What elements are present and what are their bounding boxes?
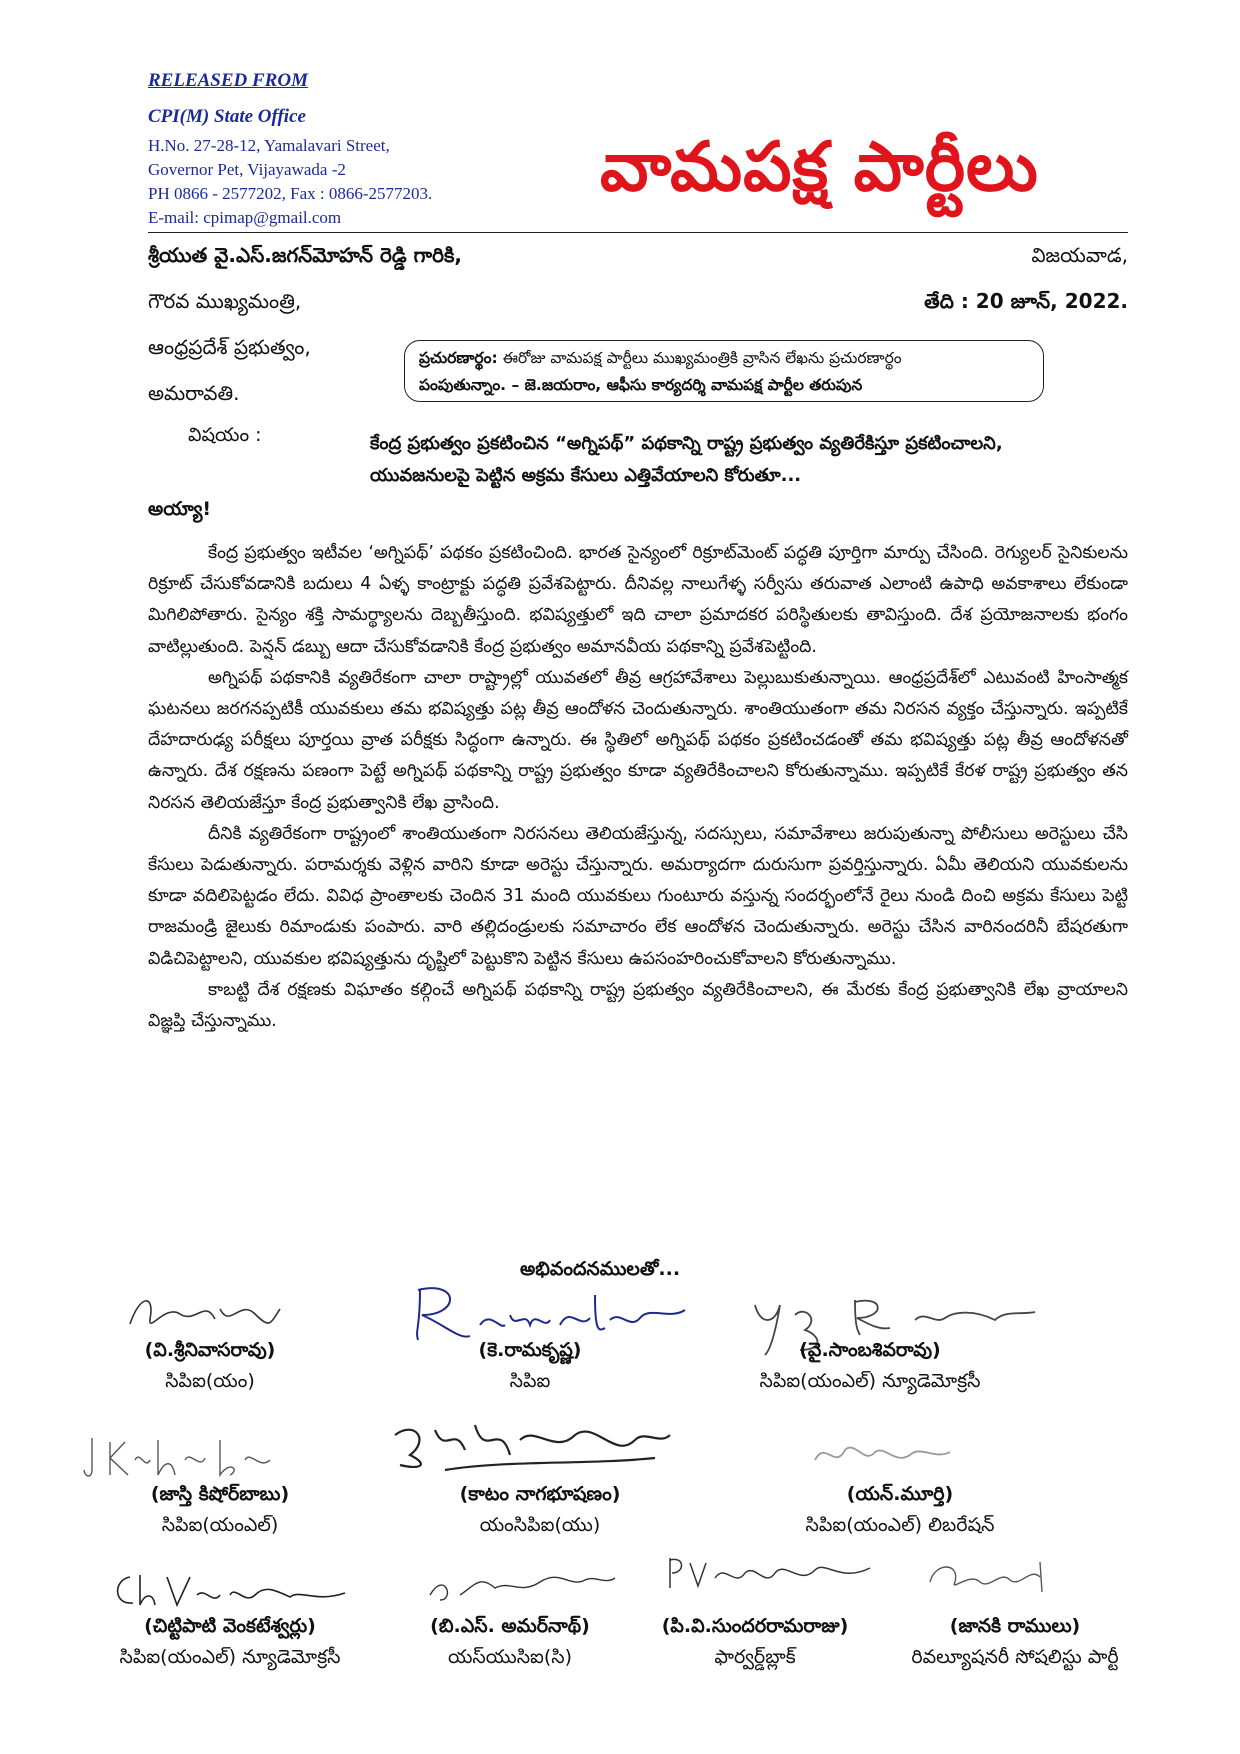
sender-block — [148, 70, 548, 230]
recipient-line: గౌరవ ముఖ్యమంత్రి, — [148, 289, 302, 313]
notice-label: ప్రచురణార్థం: — [419, 349, 498, 367]
notice-text: ఈరోజు వామపక్ష పార్టీలు ముఖ్యమంత్రికి వ్రాసిన లేఖను ప్రచురణార్థం — [502, 349, 902, 367]
signatory-party: సిపిఐ(యంఎల్) లిబరేషన్ — [805, 1514, 995, 1536]
signatory — [700, 1336, 1040, 1398]
recipient-line: అమరావతి. — [148, 381, 240, 405]
sender-address-line: H.No. 27-28-12, Yamalavari Street, — [148, 136, 390, 155]
sender-office: CPI(M) State Office — [148, 106, 306, 127]
signatory-party: సిపిఐ(యంఎల్) — [161, 1514, 279, 1536]
banner-title: వామపక్ష పార్టీలు — [600, 128, 1039, 207]
signatory-party: సిపిఐ(యంఎల్) న్యూడెమోక్రసీ — [119, 1646, 341, 1668]
paragraph: అగ్నిపథ్ పథకానికి వ్యతిరేకంగా చాలా రాష్ట్రాల్లో యువతలో తీవ్ర ఆగ్రహావేశాలు పెల్లుబుకుతున్నాయి. ఆంధ్రప్రదేశ్‌లో ఎటువంటి హింసాత్మక ఘటనలు జరగనప్పటికీ యువకులు తమ భవిష్యత్తు పట్ల తీవ్ర ఆందోళన చెందుతున్నారు. శాంతియుతంగా తమ నిరసన వ్యక్తం చేస్తున్నారు. ఇప్పటికే దేహదారుఢ్య పరీక్షలు పూర్తయి వ్రాత పరీక్షకు సిద్ధంగా ఉన్నారు. ఈ స్థితిలో అగ్నిపథ్ పథకం ప్రకటించడంతో తమ భవిష్యత్తు పట్ల తీవ్ర ఆందోళనతో ఉన్నారు. దేశ రక్షణను పణంగా పెట్టే అగ్నిపథ్ పథకాన్ని రాష్ట్ర ప్రభుత్వం కూడా వ్యతిరేకించాలని కోరుతున్నాము. ఇప్పటికే కేరళ రాష్ట్ర ప్రభుత్వం తన నిరసన తెలియజేస్తూ కేంద్ర ప్రభుత్వానికి లేఖ వ్రాసింది. — [148, 667, 1128, 813]
subject-line: యువజనులపై పెట్టిన అక్రమ కేసులు ఎత్తివేయాలని కోరుతూ... — [370, 465, 802, 486]
sender-email: E-mail: cpimap@gmail.com — [148, 208, 342, 227]
paragraph: కేంద్ర ప్రభుత్వం ఇటీవల ‘అగ్నిపథ్’ పథకం ప్రకటించింది. భారత సైన్యంలో రిక్రూట్‌మెంట్ పద్ధతి పూర్తిగా మార్పు చేసింది. రెగ్యులర్ సైనికులను రిక్రూట్ చేసుకోవడానికి బదులు 4 ఏళ్ళ కాంట్రాక్టు పద్ధతి ప్రవేశపెట్టారు. దీనివల్ల నాలుగేళ్ళ సర్వీసు తరువాత ఎలాంటి ఉపాధి అవకాశాలు లేకుండా మిగిలిపోతారు. సైన్యం శక్తి సామర్థ్యాలను దెబ్బతీస్తుంది. భవిష్యత్తులో ఇది చాలా ప్రమాదకర పరిస్థితులకు తావిస్తుంది. దేశ ప్రయోజనాలకు భంగం వాటిల్లుతుంది. పెన్షన్ డబ్బు ఆదా చేసుకోవడానికి కేంద్ర ప్రభుత్వం అమానవీయ పథకాన్ని ప్రవేశపెట్టింది. — [148, 543, 1128, 657]
signatory-name: (పి.వి.సుందరరామరాజు) — [661, 1615, 849, 1637]
signatory-party: రివల్యూషనరీ సోషలిస్టు పార్టీ — [911, 1646, 1119, 1668]
date: తేది : 20 జూన్, 2022. — [924, 289, 1128, 313]
place: విజయవాడ, — [1031, 243, 1128, 267]
salutation: అయ్యా! — [148, 498, 212, 520]
signatory-name: (వై.సాంబశివరావు) — [799, 1339, 941, 1361]
signatory-party: యస్‌యుసిఐ(సి) — [447, 1646, 573, 1668]
paragraph: దీనికి వ్యతిరేకంగా రాష్ట్రంలో శాంతియుతంగా నిరసనలు తెలియజేస్తున్న, సదస్సులు, సమావేశాలు జరుపుతున్నా పోలీసులు అరెస్టులు చేసి కేసులు పెడుతున్నారు. పరామర్శకు వెళ్లిన వారిని కూడా అరెస్టు చేస్తున్నారు. అమర్యాదగా దురుసుగా ప్రవర్తిస్తున్నారు. ఏమీ తెలియని యువకులను కూడా వదిలిపెట్టడం లేదు. వివిధ ప్రాంతాలకు చెందిన 31 మంది యువకులు గుంటూరు వస్తున్న సందర్భంలోనే రైలు నుండి దించి అక్రమ కేసులు పెట్టి రాజమండ్రి జైలుకు రిమాండుకు పంపారు. వారి తల్లిదండ్రులకు సమాచారం లేక ఆందోళన చెందుతున్నారు. అరెస్టు చేసిన వారినందరినీ బేషరతుగా విడిచిపెట్టాలని, యువకుల భవిష్యత్తును దృష్టిలో పెట్టుకొని పెట్టిన కేసులు ఉపసంహరించుకోవాలని కోరుతున్నాము. — [148, 823, 1128, 969]
signature-scribble — [120, 1284, 290, 1344]
place-date — [820, 232, 1128, 324]
signatory — [100, 1336, 320, 1398]
subject — [370, 428, 1150, 492]
subject-label: విషయం : — [188, 424, 262, 446]
signatory-name: (కె.రామకృష్ణ) — [478, 1339, 582, 1361]
sender-address-line: PH 0866 - 2577202, Fax : 0866-2577203. — [148, 184, 433, 203]
signature-scribble — [920, 1552, 1070, 1597]
signatory-name: (కాటం నాగభూషణం) — [459, 1483, 621, 1505]
publication-notice — [404, 340, 1044, 402]
notice-text-2: పంపుతున్నాం. – జె.జయరాం, ఆఫీసు కార్యదర్శి వామపక్ష పార్టీల తరుపున — [419, 376, 863, 394]
signatory — [410, 1336, 650, 1398]
paragraph: కాబట్టి దేశ రక్షణకు విఘాతం కల్గించే అగ్నిపథ్ పథకాన్ని రాష్ట్ర ప్రభుత్వం వ్యతిరేకించాలని, ఈ మేరకు కేంద్ర ప్రభుత్వానికి లేఖ వ్రాయాలని విజ్ఞప్తి చేస్తున్నాము. — [148, 979, 1128, 1032]
signatory-party: సిపిఐ — [509, 1370, 551, 1392]
signatory-party: సిపిఐ(యం) — [165, 1370, 255, 1392]
signature-scribble — [420, 1560, 620, 1605]
signatory-party: ఫార్వర్డ్‌బ్లాక్ — [714, 1646, 796, 1668]
signatory — [80, 1612, 380, 1674]
subject-line: కేంద్ర ప్రభుత్వం ప్రకటించిన “అగ్నిపథ్” పథకాన్ని రాష్ట్ర ప్రభుత్వం వ్యతిరేకిస్తూ ప్రకటించాలని, — [370, 433, 1003, 454]
signatory — [870, 1612, 1160, 1674]
released-from: RELEASED FROM — [148, 70, 308, 91]
signature-scribble — [105, 1565, 355, 1615]
sender-address-line: Governor Pet, Vijayawada -2 — [148, 160, 346, 179]
closing: అభివందనములతో... — [520, 1258, 681, 1280]
signatory-name: (జాస్తి కిషోర్‌బాబు) — [150, 1483, 290, 1505]
signatory — [630, 1612, 880, 1674]
signatory — [100, 1480, 340, 1542]
signatory-name: (బి.ఎస్. అమర్‌నాథ్) — [430, 1615, 590, 1637]
signatory-party: సిపిఐ(యంఎల్) న్యూడెమోక్రసీ — [759, 1370, 981, 1392]
recipient-line: ఆంధ్రప్రదేశ్ ప్రభుత్వం, — [148, 335, 311, 359]
signatory-party: యంసిపిఐ(యు) — [479, 1514, 601, 1536]
recipient-line: శ్రీయుత వై.ఎస్.జగన్‌మోహన్ రెడ్డి గారికి, — [148, 243, 463, 267]
signature-scribble — [660, 1548, 880, 1598]
letter-body — [148, 538, 1128, 1037]
signature-scribble — [80, 1430, 280, 1485]
signatory — [395, 1612, 625, 1674]
signatory-name: (వి.శ్రీనివాసరావు) — [144, 1339, 276, 1361]
signatory-name: (యన్.మూర్తి) — [846, 1483, 954, 1505]
signature-scribble — [385, 1410, 675, 1480]
signatory — [750, 1480, 1050, 1542]
signature-scribble — [800, 1430, 960, 1475]
signatory — [420, 1480, 660, 1542]
signatory-name: (చిట్టిపాటి వెంకటేశ్వర్లు) — [144, 1615, 316, 1637]
signatory-name: (జానకి రాములు) — [949, 1615, 1081, 1637]
